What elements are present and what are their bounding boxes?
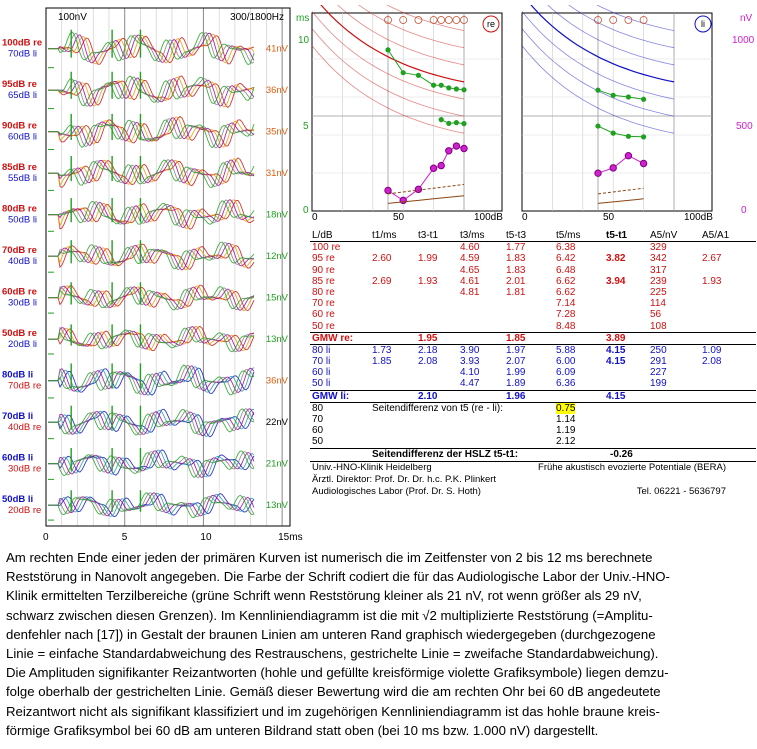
re-cell: 1.93 [418, 275, 438, 287]
hdr-a5: A5/nV [650, 230, 678, 241]
caption-line: folge oberhalb der gestrichelten Linie. Gemäß dieser Bewertung wird die am rechten Ohr bei 60 dB angedeutete [6, 684, 661, 700]
data-point [611, 93, 616, 98]
row-bottom-label: 40dB li [8, 256, 38, 268]
li-cell: 2.07 [506, 356, 526, 368]
hslz-value: -0.26 [610, 448, 633, 460]
caption-line: Klinik ermittelten Terzilbereiche (grüne Schrift wenn Reststörung kleiner als 21 nV, rot wenn größer als 29 nV, [6, 588, 642, 604]
caption-line: Am rechten Ende einer jeden der primären Kurven ist numerisch die im Zeitfenster von 2 bis 12 ms berechnete [6, 550, 653, 565]
table-row [310, 367, 756, 378]
caption-line: förmige Grafiksymbol bei 60 dB am unteren Bildrand statt oben (bei 10 ms bzw. 1.000 nV) dargestellt. [6, 722, 599, 738]
ms-tick-0: 0 [303, 205, 309, 216]
data-point [595, 170, 601, 176]
gmw-li-t3t1: 2.10 [418, 390, 438, 402]
re-cell: 1.77 [506, 242, 526, 254]
re-x-100: 100dB [474, 212, 503, 223]
re-cell: 329 [650, 242, 667, 254]
row-bottom-label: 55dB li [8, 173, 38, 185]
diff-row [310, 436, 756, 447]
nv-tick-1000: 1000 [732, 35, 755, 46]
re-cell: 342 [650, 253, 667, 265]
li-cell: 291 [650, 356, 667, 368]
row-top-label: 60dB li [2, 452, 34, 464]
li-cell: 6.09 [556, 367, 576, 379]
re-cell: 100 re [312, 242, 341, 254]
nv-tick-500: 500 [736, 121, 753, 132]
row-top-label: 50dB re [2, 328, 37, 340]
li-cell: 2.08 [702, 356, 722, 368]
noise-value: 15nV [265, 292, 288, 304]
noise-value: 12nV [265, 251, 288, 263]
hdr-level: L/dB [312, 230, 333, 241]
re-cell: 1.83 [506, 264, 526, 276]
diff-row [310, 403, 756, 414]
re-cell: 50 re [312, 320, 335, 332]
hslz-row [310, 448, 756, 460]
waveform-x-ticks [43, 532, 303, 543]
table-row [310, 276, 756, 287]
li-cell: 2.08 [418, 356, 438, 368]
re-cell: 56 [650, 309, 662, 321]
diff-value: 1.14 [556, 414, 576, 425]
re-cell: 2.01 [506, 275, 526, 287]
table-row [310, 345, 756, 356]
diff-value: 0.75 [556, 402, 576, 414]
re-cell: 108 [650, 320, 667, 332]
noise-value: 13nV [265, 500, 288, 512]
re-cell: 7.28 [556, 309, 576, 321]
data-point [461, 121, 466, 126]
gmw-re-t3t1: 1.95 [418, 332, 438, 344]
data-point [461, 87, 466, 92]
table-header [310, 230, 756, 242]
li-cell: 4.15 [606, 344, 626, 356]
noise-value: 36nV [265, 375, 288, 387]
li-cell: 3.90 [460, 344, 480, 356]
noise-value: 35nV [265, 126, 288, 138]
diff-label: Seitendifferenz von t5 (re - li): [372, 402, 503, 414]
re-cell: 95 re [312, 253, 335, 265]
diff-level: 60 [312, 425, 324, 437]
li-x-50: 50 [603, 212, 615, 223]
table-row [310, 287, 756, 298]
li-cell: 80 li [312, 344, 331, 356]
re-cell: 225 [650, 286, 667, 298]
re-cell: 8.48 [556, 320, 576, 332]
re-cell: 114 [650, 298, 666, 310]
re-cell: 70 re [312, 298, 335, 310]
noise-value: 36nV [265, 85, 288, 97]
re-cell: 2.60 [372, 253, 392, 265]
li-cell: 250 [650, 344, 667, 356]
re-cell: 2.69 [372, 275, 392, 287]
noise-value: 13nV [265, 334, 288, 346]
latency-charts [290, 5, 757, 227]
diff-row [310, 425, 756, 436]
re-cell: 85 re [312, 275, 335, 287]
li-x-100: 100dB [684, 212, 713, 223]
data-point [431, 83, 436, 88]
li-cell: 4.15 [606, 356, 626, 368]
data-point [453, 143, 459, 149]
footer-phone: Tel. 06221 - 5636797 [636, 486, 726, 497]
x-tick: 5 [121, 532, 128, 543]
row-top-label: 80dB li [2, 369, 34, 381]
data-point [626, 94, 631, 99]
table-row [310, 309, 756, 320]
x-tick: 10 [200, 532, 212, 543]
caption-line: schwarz zwischen diesen Grenzen). Im Kennliniendiagramm ist die mit √2 multiplizierte Reststörung (=Amplitu- [6, 607, 653, 623]
row-top-label: 95dB re [2, 79, 37, 91]
re-x-0: 0 [312, 212, 318, 223]
x-tick: 0 [43, 532, 49, 543]
data-point [461, 145, 467, 151]
footer-title: Frühe akustisch evozierte Potentiale (BERA) [538, 462, 726, 473]
diff-level: 80 [312, 402, 324, 414]
gmw-li-t5t1: 4.15 [606, 390, 626, 402]
caption-line: denfehler nach [17]) in Gestalt der braunen Linien am unteren Rand graphisch wiedergegeben (durchgezogene [6, 626, 656, 642]
table-row [310, 253, 756, 264]
report-footer [310, 461, 756, 498]
li-cell: 1.89 [506, 378, 526, 390]
table-row [310, 378, 756, 389]
hdr-t5t3: t5-t3 [506, 230, 527, 241]
row-top-label: 80dB re [2, 203, 37, 215]
row-bottom-label: 65dB li [8, 90, 38, 102]
noise-value: 22nV [265, 417, 288, 429]
re-cell: 239 [650, 275, 667, 287]
data-point [640, 160, 646, 166]
re-cell: 6.38 [556, 242, 576, 254]
hdr-t1: t1/ms [372, 230, 397, 241]
li-cell: 227 [650, 367, 667, 379]
table-row [310, 356, 756, 367]
re-cell: 3.82 [606, 253, 626, 265]
gmw-li-t5t3: 1.96 [506, 390, 526, 402]
li-cell: 1.99 [506, 367, 526, 379]
diff-row [310, 414, 756, 425]
caption-line: Reststörung in Nanovolt angegeben. Die Farbe der Schrift codiert die für das Audiologische Labor der Univ.-HNO- [6, 569, 670, 585]
row-top-label: 60dB re [2, 286, 37, 298]
re-cell: 80 re [312, 286, 335, 298]
data-point [385, 187, 391, 193]
row-bottom-label: 70dB li [8, 48, 38, 60]
re-badge-label: re [486, 19, 496, 29]
hslz-label: Seitendifferenz der HSLZ t5-t1: [372, 448, 519, 460]
li-cell: 3.93 [460, 356, 480, 368]
re-cell: 4.61 [460, 275, 480, 287]
data-point [439, 117, 444, 122]
footer-director: Ärztl. Direktor: Prof. Dr. Dr. h.c. P.K. Plinkert [312, 474, 497, 485]
row-bottom-label: 60dB li [8, 131, 38, 143]
row-top-label: 85dB re [2, 162, 37, 174]
nv-axis-unit: nV [740, 13, 753, 24]
hdr-t5t1: t5-t1 [606, 230, 628, 241]
data-point [438, 162, 444, 168]
chart-frame [522, 13, 712, 211]
chart-re [312, 5, 502, 211]
li-cell: 60 li [312, 367, 331, 379]
caption-line: Reizantwort nicht als signifikant klassifiziert und im zugehörigen Kennliniendiagramm ist das hohle braune kreis- [6, 703, 660, 719]
re-cell: 1.99 [418, 253, 438, 265]
data-point [446, 121, 451, 126]
re-cell: 90 re [312, 264, 335, 276]
x-tick: 15ms [278, 532, 303, 543]
re-cell: 2.67 [702, 253, 722, 265]
diff-level: 50 [312, 436, 324, 448]
data-point [454, 86, 459, 91]
li-cell: 1.85 [372, 356, 392, 368]
data-point [401, 70, 406, 75]
hdr-t3: t3/ms [460, 230, 485, 241]
li-cell: 6.00 [556, 356, 576, 368]
diff-value: 1.19 [556, 425, 576, 437]
data-point [641, 134, 646, 139]
waveform-frame [46, 8, 290, 526]
gmw-re-t5t3: 1.85 [506, 332, 526, 344]
data-point [446, 85, 451, 90]
li-x-0: 0 [522, 212, 528, 223]
data-point [385, 47, 390, 52]
re-x-50: 50 [393, 212, 405, 223]
data-point [439, 83, 444, 88]
noise-value: 31nV [265, 168, 288, 180]
row-top-label: 50dB li [2, 494, 34, 506]
gmw-re-row [310, 332, 756, 345]
re-cell: 60 re [312, 309, 335, 321]
hdr-t5: t5/ms [556, 230, 581, 241]
re-cell: 6.48 [556, 264, 576, 276]
ms-tick-10: 10 [298, 35, 310, 46]
li-cell: 199 [650, 378, 667, 390]
data-point [416, 73, 421, 78]
results-table [310, 230, 756, 460]
waveform-panel [0, 0, 305, 545]
chart-frame [312, 13, 502, 211]
row-bottom-label: 70dB re [8, 380, 42, 392]
diff-value: 2.12 [556, 436, 576, 448]
gmw-li-label: GMW li: [312, 390, 350, 402]
caption-line: Linie = einfache Standardabweichung des Restrauschens, gestrichelte Linie = zweifache Standardabweichung). [6, 646, 659, 662]
noise-value: 41nV [265, 43, 288, 55]
chart-li [522, 5, 712, 211]
data-point [454, 120, 459, 125]
figure-caption [6, 548, 754, 740]
re-cell: 3.94 [606, 275, 626, 287]
gmw-re-label: GMW re: [312, 332, 354, 344]
re-cell: 4.65 [460, 264, 480, 276]
noise-value: 21nV [265, 458, 288, 470]
footer-clinic: Univ.-HNO-Klinik Heidelberg [312, 462, 432, 473]
re-cell: 6.62 [556, 275, 576, 287]
li-cell: 4.10 [460, 367, 480, 379]
ms-axis-unit: ms [296, 13, 310, 24]
li-cell: 2.18 [418, 344, 438, 356]
re-cell: 1.81 [506, 286, 526, 298]
li-cell: 5.88 [556, 344, 576, 356]
table-row [310, 242, 756, 253]
nv-tick-0: 0 [741, 205, 747, 216]
row-bottom-label: 20dB li [8, 339, 38, 351]
data-point [626, 134, 631, 139]
li-cell: 6.36 [556, 378, 576, 390]
li-badge-label: li [701, 19, 705, 29]
li-cell: 50 li [312, 378, 331, 390]
re-cell: 317 [650, 264, 667, 276]
re-cell: 1.83 [506, 253, 526, 265]
re-cell: 4.81 [460, 286, 480, 298]
data-point [595, 88, 600, 93]
re-cell: 4.59 [460, 253, 480, 265]
row-top-label: 100dB re [2, 37, 43, 49]
li-cell: 1.09 [702, 344, 722, 356]
row-bottom-label: 50dB li [8, 214, 38, 226]
row-top-label: 70dB li [2, 411, 34, 423]
filter-label: 300/1800Hz [230, 12, 284, 23]
ms-tick-5: 5 [303, 121, 309, 132]
table-row [310, 298, 756, 309]
li-cell: 70 li [312, 356, 331, 368]
data-point [446, 148, 452, 154]
hdr-a5a1: A5/A1 [702, 230, 730, 241]
re-cell: 7.14 [556, 298, 576, 310]
data-point [610, 165, 616, 171]
table-row [310, 265, 756, 276]
caption-line: Die Amplituden signifikanter Reizantworten (hohle und gefüllte kreisförmige violette Grafiksymbole) liegen demzu- [6, 665, 669, 681]
re-cell: 1.93 [702, 275, 722, 287]
re-cell: 6.42 [556, 253, 576, 265]
data-point [641, 97, 646, 102]
data-point [595, 123, 600, 128]
scale-label: 100nV [58, 12, 87, 23]
row-bottom-label: 30dB re [8, 463, 42, 475]
data-point [611, 131, 616, 136]
noise-value: 18nV [265, 209, 288, 221]
hdr-t3t1: t3-t1 [418, 230, 439, 241]
diff-level: 70 [312, 414, 324, 425]
footer-lab: Audiologisches Labor (Prof. Dr. S. Hoth) [312, 486, 481, 497]
data-point [625, 153, 631, 159]
data-point [430, 165, 436, 171]
row-bottom-label: 40dB re [8, 422, 42, 434]
li-cell: 4.47 [460, 378, 480, 390]
row-top-label: 90dB re [2, 120, 37, 132]
li-cell: 1.97 [506, 344, 526, 356]
gmw-re-t5t1: 3.89 [606, 332, 626, 344]
gmw-li-row [310, 390, 756, 403]
row-bottom-label: 30dB li [8, 297, 38, 309]
re-cell: 4.60 [460, 242, 480, 254]
re-cell: 6.62 [556, 286, 576, 298]
li-cell: 1.73 [372, 344, 392, 356]
row-top-label: 70dB re [2, 245, 37, 257]
table-row [310, 321, 756, 332]
row-bottom-label: 20dB re [8, 505, 42, 517]
